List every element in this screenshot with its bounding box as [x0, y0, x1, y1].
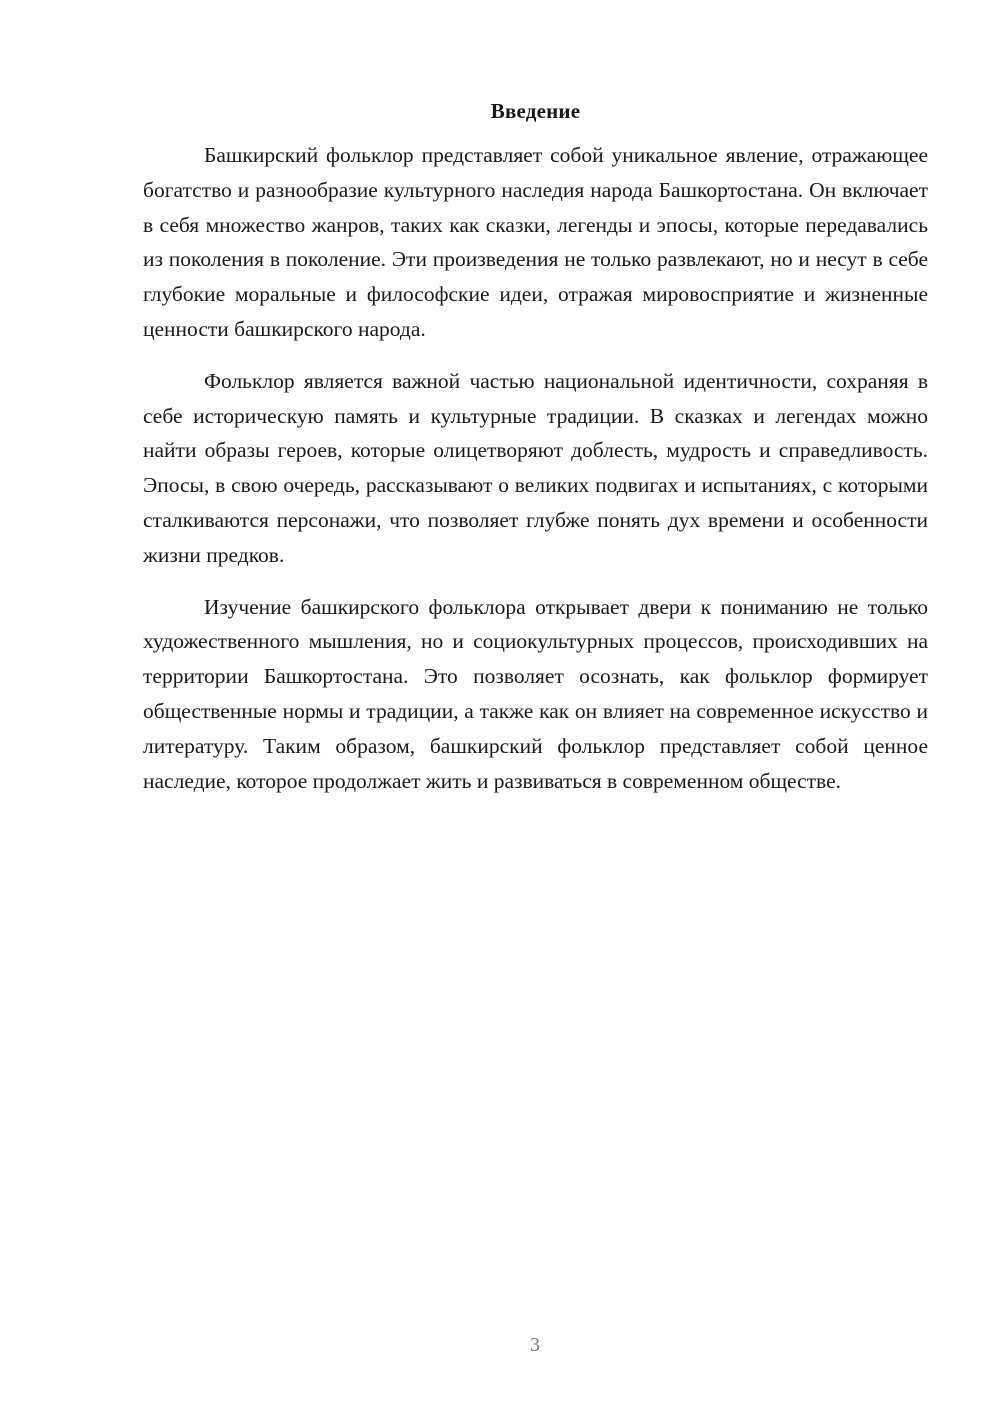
paragraph-1: Башкирский фольклор представляет собой уникальное явление, отражающее богатство и разнообразие культурного наследия народа Башкортостана. Он включает в себя множество жанров, таких как сказки, легенды и эпосы, которые передавались из поколения в поколение. Эти произведения не только развлекают, но и несут в себе глубокие моральные и философские идеи, отражая мировосприятие и жизненные ценности башкирского народа.	[143, 143, 928, 341]
section-title: Введение	[490, 99, 581, 123]
paragraph-3: Изучение башкирского фольклора открывает двери к пониманию не только художественного мышления, но и социокультурных процессов, происходивших на территории Башкортостана. Это позволяет осознать, как фольклор формирует общественные нормы и традиции, а также как он влияет на современное искусство и литературу. Таким образом, башкирский фольклор представляет собой ценное наследие, которое продолжает жить и развиваться в современном обществе.	[143, 594, 928, 793]
page-number: 3	[530, 1334, 540, 1356]
paragraph-2: Фольклор является важной частью национальной идентичности, сохраняя в себе историческую память и культурные традиции. В сказках и легендах можно найти образы героев, которые олицетворяют доблесть, мудрость и справедливость. Эпосы, в свою очередь, рассказывают о великих подвигах и испытаниях, с которыми сталкиваются персонажи, что позволяет глубже понять дух времени и особенности жизни предков.	[143, 368, 928, 567]
page-content	[143, 96, 928, 815]
